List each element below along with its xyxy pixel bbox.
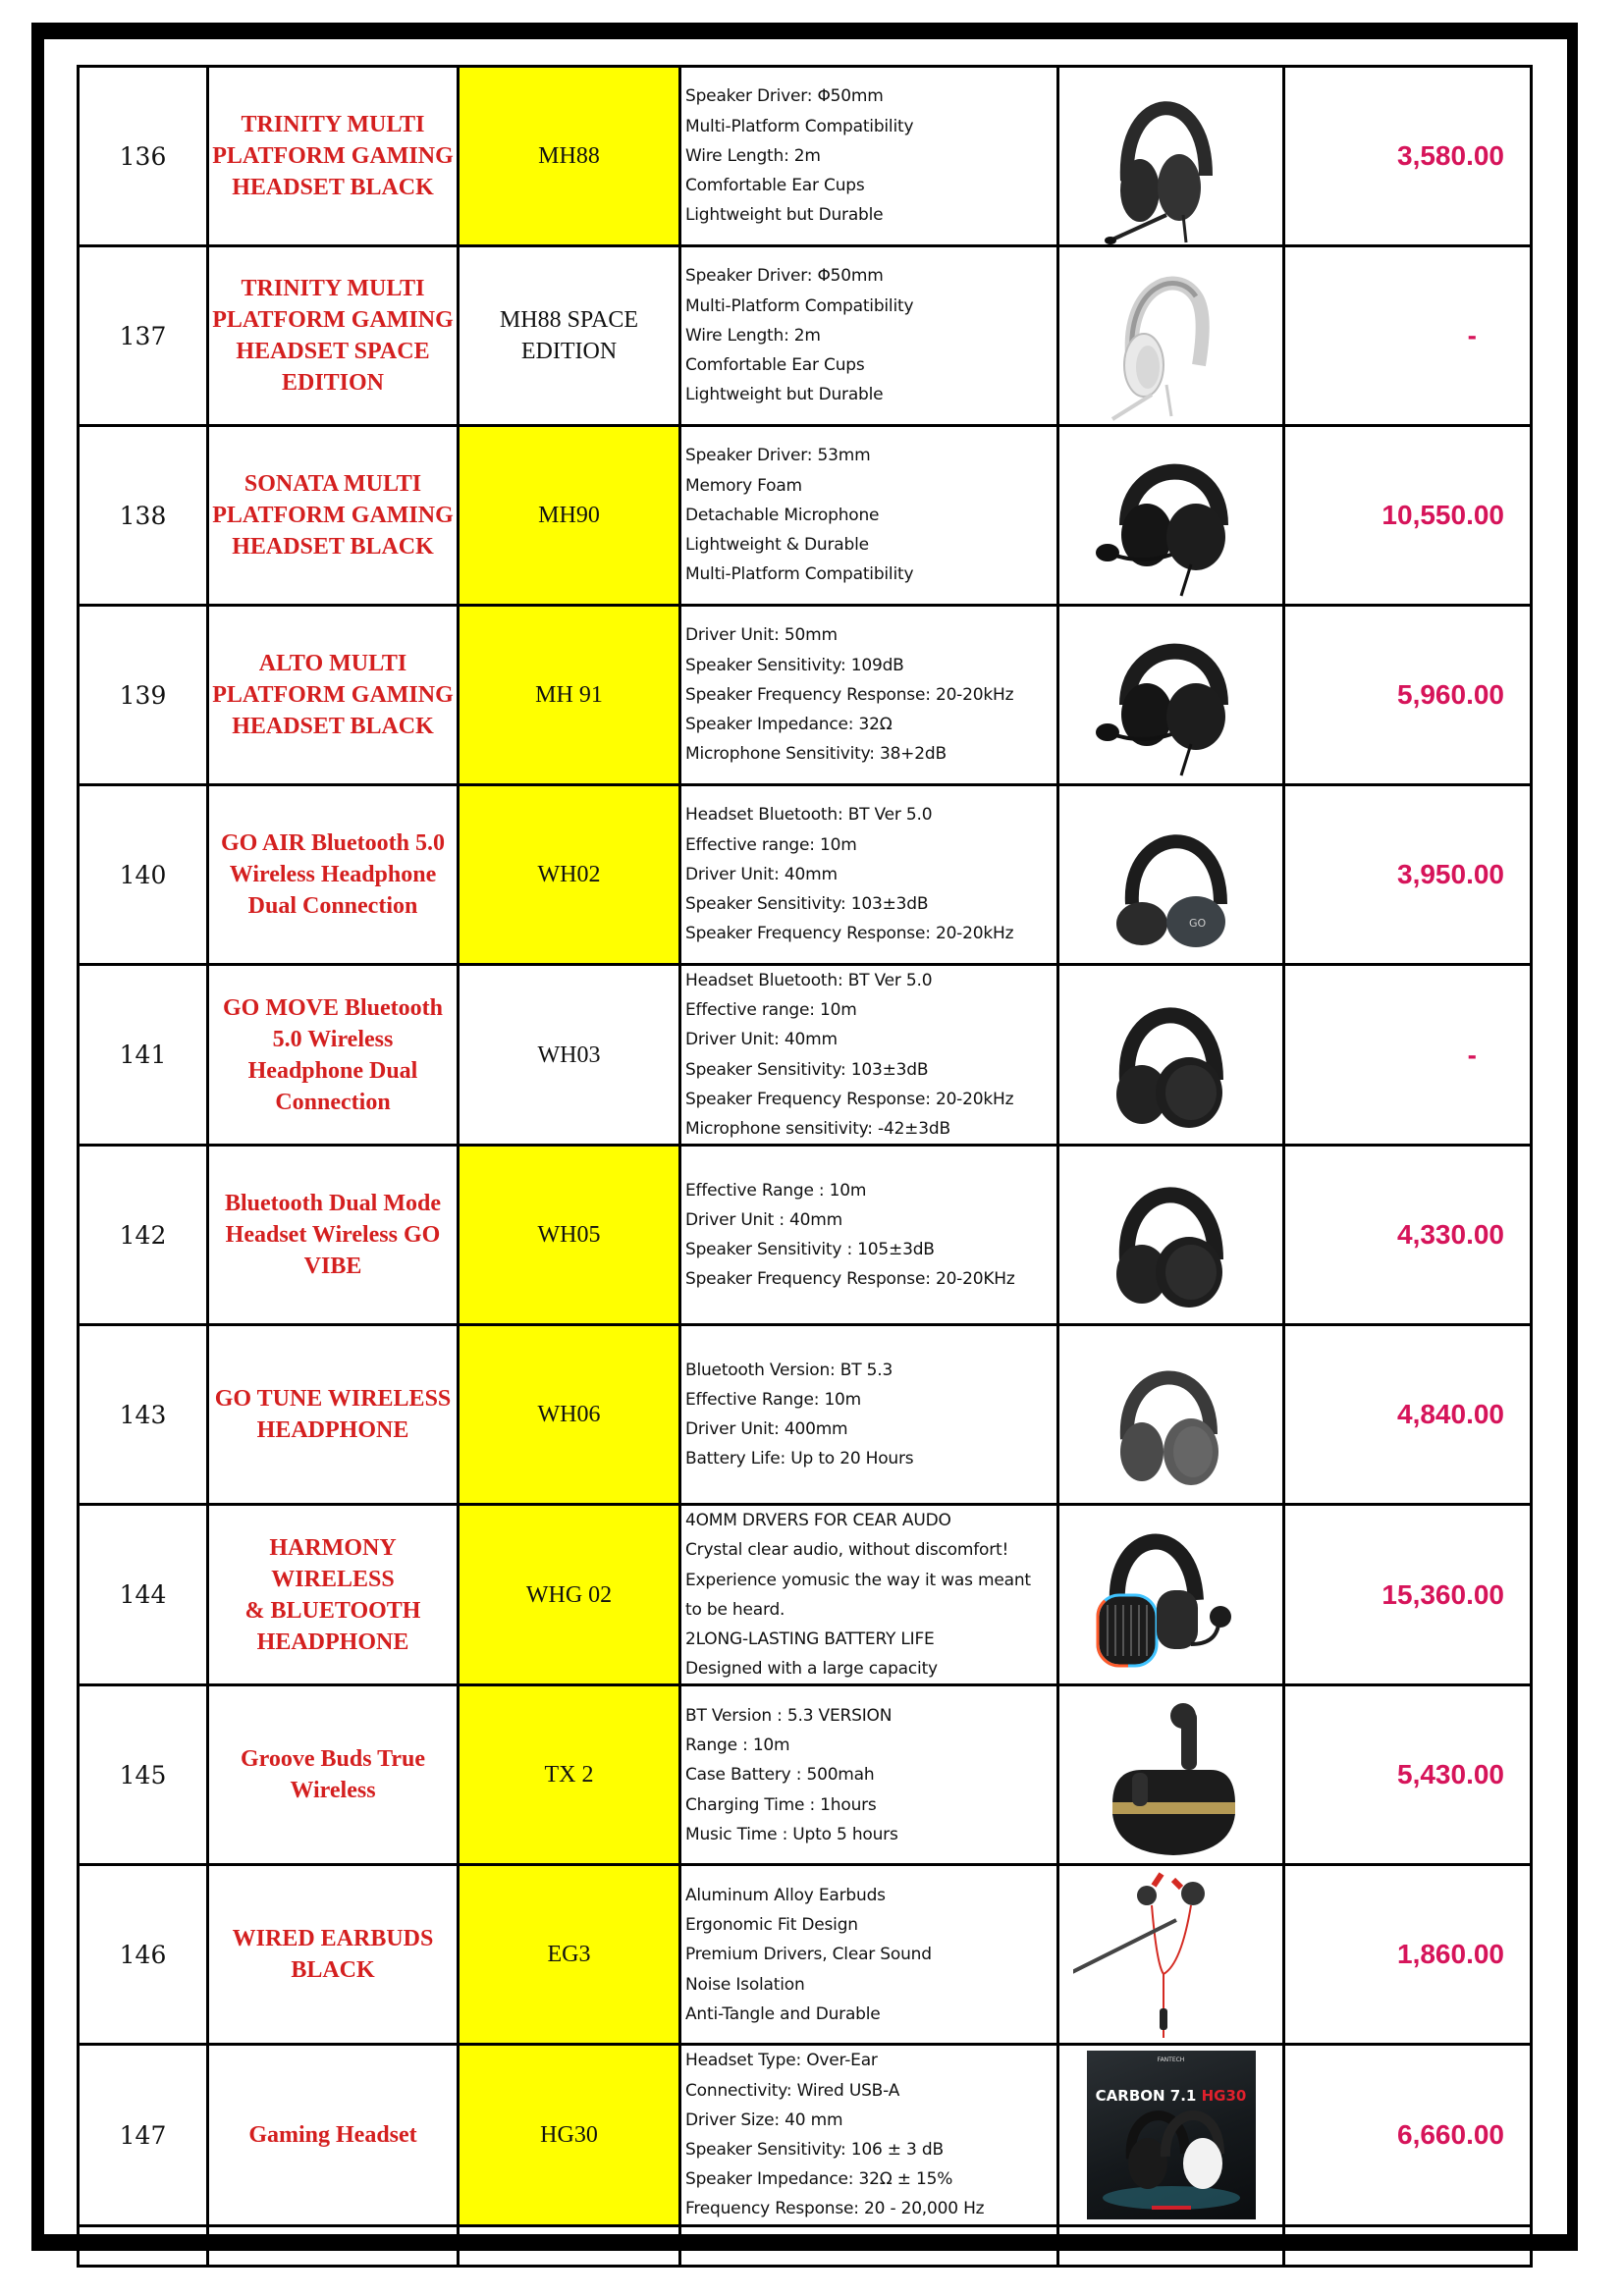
price-cell [1284,606,1532,785]
spec-line: Speaker Driver: Φ50mm [685,86,884,107]
product-specs [680,1865,1058,2045]
item-number: 143 [79,1325,208,1505]
spec-line: Case Battery : 500mah [685,1765,875,1786]
spec-line: Effective range: 10m [685,1000,857,1021]
item-number: 140 [79,785,208,965]
product-name-line: Wireless [290,1778,376,1804]
spec-line: Speaker Sensitivity: 109dB [685,655,904,675]
empty-cell [1058,2225,1284,2266]
wireless-over-ear-headphone-image [1059,1147,1282,1323]
product-name-line: Gaming Headset [248,2122,417,2149]
model-code [459,606,680,785]
price-cell [1284,67,1532,246]
product-name [208,1865,459,2045]
black-wired-gaming-headset-image [1059,68,1282,244]
item-number: 137 [79,246,208,426]
product-name [208,2045,459,2225]
item-number: 146 [79,1865,208,2045]
model-line: MH88 SPACE [499,307,639,333]
spec-line: Charging Time : 1hours [685,1794,877,1815]
model-line: WH06 [537,1402,601,1428]
model-code [459,1505,680,1685]
spec-line: Premium Drivers, Clear Sound [685,1945,932,1965]
spec-line: Speaker Impedance: 32Ω ± 15% [685,2169,953,2190]
model-line: TX 2 [544,1762,594,1789]
product-name-line: WIRED EARBUDS [232,1926,434,1952]
grey-wireless-headphone-image [1059,1326,1282,1503]
spec-line: Speaker Sensitivity: 103±3dB [685,1059,929,1080]
spec-line: Speaker Frequency Response: 20-20kHz [685,684,1014,705]
price-cell [1284,1865,1532,2045]
product-name-line: GO AIR Bluetooth 5.0 [220,830,446,856]
poster-brand: FANTECH [1157,2056,1185,2064]
table-row [79,67,1532,246]
price-value: - [1467,1039,1477,1070]
spec-line: Aluminum Alloy Earbuds [685,1885,886,1905]
table-row [79,965,1532,1146]
empty-cell [459,2225,680,2266]
model-code [459,2045,680,2225]
model-line: WHG 02 [525,1581,613,1608]
item-number: 147 [79,2045,208,2225]
product-name-line: Bluetooth Dual Mode [224,1191,441,1217]
wireless-on-ear-headphone-image [1059,786,1282,963]
product-name-line: Headphone Dual [247,1057,418,1084]
price-cell [1284,785,1532,965]
model-code [459,785,680,965]
product-image-cell [1058,1505,1284,1685]
price-cell [1284,965,1532,1146]
model-code [459,246,680,426]
price-value: 5,430.00 [1397,1759,1504,1790]
table-row [79,606,1532,785]
model-line: WH03 [537,1041,601,1068]
price-value: 4,840.00 [1397,1399,1504,1430]
page-border-top [31,23,1578,39]
item-number: 141 [79,965,208,1146]
page-border-right [1567,23,1578,2251]
product-image-cell [1058,965,1284,1146]
product-name-line: HEADSET BLACK [232,714,434,739]
poster-title-main: CARBON 7.1 [1095,2087,1202,2106]
price-value: 3,580.00 [1397,140,1504,171]
price-value: - [1467,320,1477,350]
spec-line: Designed with a large capacity [685,1659,938,1680]
model-line: MH 91 [535,682,603,708]
product-name [208,785,459,965]
product-name-line: PLATFORM GAMING [212,307,454,333]
product-name-line: SONATA MULTI [244,471,422,497]
spec-line: Driver Unit : 40mm [685,1210,843,1231]
model-line: MH90 [538,503,600,528]
table-row [79,1325,1532,1505]
spec-line: Comfortable Ear Cups [685,355,865,376]
spec-line: Driver Size: 40 mm [685,2109,843,2130]
price-cell [1284,1325,1532,1505]
spec-line: Wire Length: 2m [685,145,821,166]
spec-line: Speaker Sensitivity: 103±3dB [685,894,929,915]
spec-line: Speaker Sensitivity : 105±3dB [685,1240,935,1260]
product-image-cell [1058,67,1284,246]
price-value: 10,550.00 [1381,500,1504,530]
price-cell [1284,246,1532,426]
product-name-line: Wireless Headphone [229,862,437,887]
true-wireless-earbuds-case-image [1059,1686,1282,1863]
product-name-line: 5.0 Wireless [272,1026,394,1052]
model-line: MH88 [538,143,600,169]
product-name [208,1685,459,1865]
product-name [208,426,459,606]
product-image-cell [1058,1865,1284,2045]
table-row [79,1505,1532,1685]
product-specs [680,67,1058,246]
model-code [459,1865,680,2045]
poster-title-accent: HG30 [1201,2087,1247,2106]
wired-earbuds-with-mic-image [1059,1866,1282,2043]
product-image-cell [1058,606,1284,785]
empty-cell [680,2225,1058,2266]
product-name-line: HEADSET SPACE [236,339,430,364]
spec-line: 4OMM DRVERS FOR CEAR AUDO [685,1511,951,1531]
spec-line: Wire Length: 2m [685,325,821,346]
product-name-line: BLACK [291,1957,375,1984]
item-number: 142 [79,1146,208,1325]
model-code [459,1325,680,1505]
empty-cell [208,2225,459,2266]
product-name-line: EDITION [281,370,385,396]
spec-line: Multi-Platform Compatibility [685,116,914,136]
product-image-cell [1058,1325,1284,1505]
spec-line: Driver Unit: 50mm [685,625,838,646]
spec-line: Effective Range : 10m [685,1180,867,1201]
price-value: 15,360.00 [1381,1578,1504,1610]
spec-line: Driver Unit: 40mm [685,1030,838,1050]
table-row [79,246,1532,426]
product-name [208,1325,459,1505]
product-name-line: GO TUNE WIRELESS [214,1386,452,1413]
spec-line: Driver Unit: 400mm [685,1419,848,1440]
price-value: 5,960.00 [1397,679,1504,710]
item-number: 144 [79,1505,208,1685]
product-specs [680,246,1058,426]
spec-line: Multi-Platform Compatibility [685,295,914,316]
spec-line: Music Time : Upto 5 hours [685,1824,898,1844]
black-gaming-headset-mic-image [1059,427,1282,604]
product-specs [680,1146,1058,1325]
table-body [79,67,1532,2267]
product-image-cell [1058,785,1284,965]
empty-cell [79,2225,208,2266]
product-name-line: PLATFORM GAMING [212,682,454,708]
spec-line: Bluetooth Version: BT 5.3 [685,1360,893,1380]
spec-line: Multi-Platform Compatibility [685,564,914,585]
price-value: 3,950.00 [1397,859,1504,889]
model-line: EG3 [547,1942,591,1968]
model-code [459,426,680,606]
spec-line: Memory Foam [685,475,802,496]
spec-line: 2LONG-LASTING BATTERY LIFE [685,1629,935,1650]
product-name-line: Connection [275,1089,391,1115]
spec-line: Anti-Tangle and Durable [685,2003,881,2024]
product-image-cell [1058,1146,1284,1325]
product-name-line: PLATFORM GAMING [212,503,454,528]
rgb-gaming-headset-image [1059,1507,1282,1683]
product-image-cell [1058,246,1284,426]
svg-text:GO: GO [1188,917,1206,930]
spec-line: Connectivity: Wired USB-A [685,2080,900,2101]
spec-line: Lightweight but Durable [685,205,884,226]
product-name-line: PLATFORM GAMING [212,143,454,169]
spec-line: Headset Bluetooth: BT Ver 5.0 [685,971,933,990]
spec-line: Driver Unit: 40mm [685,864,838,884]
spec-line: Ergonomic Fit Design [685,1915,858,1936]
product-name-line: TRINITY MULTI [241,276,425,301]
black-gaming-headset-mic-image [1059,607,1282,783]
spec-line: Crystal clear audio, without discomfort! [685,1540,1009,1561]
spec-line: Speaker Frequency Response: 20-20kHz [685,924,1014,944]
model-code [459,965,680,1146]
product-specs [680,1505,1058,1685]
wireless-over-ear-headphone-image [1059,967,1282,1144]
spec-line: Comfortable Ear Cups [685,176,865,196]
product-name-line: TRINITY MULTI [241,112,425,137]
spec-line: Headset Type: Over-Ear [685,2051,878,2071]
spec-line: to be heard. [685,1599,785,1620]
product-name-line: ALTO MULTI [258,651,407,676]
table-row [79,1865,1532,2045]
product-image-cell [1058,2045,1284,2225]
model-line: WH02 [537,862,601,887]
poster-headsets-icon [1087,2051,1256,2219]
item-number: 136 [79,67,208,246]
product-name-line: GO MOVE Bluetooth [222,994,443,1021]
product-specs [680,785,1058,965]
product-name-line: HEADSET BLACK [232,534,434,560]
product-name-line: HARMONY WIRELESS [269,1534,397,1592]
table-row [79,1146,1532,1325]
product-name [208,965,459,1146]
product-price-table [77,65,1533,2268]
model-code [459,1146,680,1325]
product-name-line: Headset Wireless GO [225,1222,441,1249]
table-row [79,2045,1532,2225]
model-line: WH05 [537,1222,601,1249]
product-name [208,67,459,246]
spec-line: Speaker Driver: Φ50mm [685,266,884,287]
spec-line: Lightweight & Durable [685,535,869,556]
table-row [79,1685,1532,1865]
empty-row [79,2225,1532,2266]
spec-line: Speaker Frequency Response: 20-20KHz [685,1269,1015,1290]
product-name-line: HEADPHONE [256,1417,409,1444]
spec-line: Battery Life: Up to 20 Hours [685,1449,914,1469]
product-name-line: HEADSET BLACK [232,175,434,200]
product-name-line: VIBE [303,1254,362,1280]
product-image-cell [1058,1685,1284,1865]
product-specs [680,1685,1058,1865]
price-cell [1284,2045,1532,2225]
spec-line: Speaker Frequency Response: 20-20kHz [685,1089,1014,1109]
spec-line: Microphone Sensitivity: 38+2dB [685,744,947,765]
price-value: 6,660.00 [1397,2119,1504,2151]
spec-line: BT Version : 5.3 VERSION [685,1705,893,1726]
product-specs [680,2045,1058,2225]
table-row [79,426,1532,606]
spec-line: Speaker Driver: 53mm [685,446,871,466]
spec-line: Lightweight but Durable [685,385,884,405]
page-border-left [31,23,44,2251]
price-cell [1284,1685,1532,1865]
spec-line: Speaker Impedance: 32Ω [685,715,893,735]
price-value: 1,860.00 [1397,1939,1504,1970]
spec-line: Experience yomusic the way it was meant [685,1570,1031,1590]
product-specs [680,1325,1058,1505]
product-name-line: & BLUETOOTH [244,1597,421,1624]
product-image-cell [1058,426,1284,606]
model-code [459,67,680,246]
product-name [208,246,459,426]
carbon-hg30-promo-poster-image [1087,2051,1256,2219]
model-code [459,1685,680,1865]
spec-line: Detachable Microphone [685,505,880,525]
spec-line: Speaker Sensitivity: 106 ± 3 dB [685,2140,944,2161]
price-cell [1284,1505,1532,1685]
spec-line: Effective Range: 10m [685,1390,862,1411]
product-specs [680,426,1058,606]
item-number: 145 [79,1685,208,1865]
spec-line: Microphone sensitivity: -42±3dB [685,1119,950,1140]
product-specs [680,606,1058,785]
product-name [208,1505,459,1685]
spec-line: Range : 10m [685,1735,790,1756]
spec-line: Noise Isolation [685,1974,805,1995]
white-wired-gaming-headset-image [1059,247,1282,424]
empty-cell [1284,2225,1532,2266]
product-name-line: Dual Connection [247,893,418,919]
product-name-line: Groove Buds True [240,1746,426,1773]
model-line: HG30 [540,2122,598,2149]
product-name [208,606,459,785]
price-cell [1284,1146,1532,1325]
item-number: 138 [79,426,208,606]
model-line: EDITION [520,339,618,364]
price-value: 4,330.00 [1397,1219,1504,1251]
price-cell [1284,426,1532,606]
product-name [208,1146,459,1325]
product-specs [680,965,1058,1146]
item-number: 139 [79,606,208,785]
product-name-line: HEADPHONE [256,1629,409,1655]
spec-line: Effective range: 10m [685,834,857,855]
spec-line: Headset Bluetooth: BT Ver 5.0 [685,805,933,826]
spec-line: Frequency Response: 20 - 20,000 Hz [685,2199,985,2219]
table-row [79,785,1532,965]
